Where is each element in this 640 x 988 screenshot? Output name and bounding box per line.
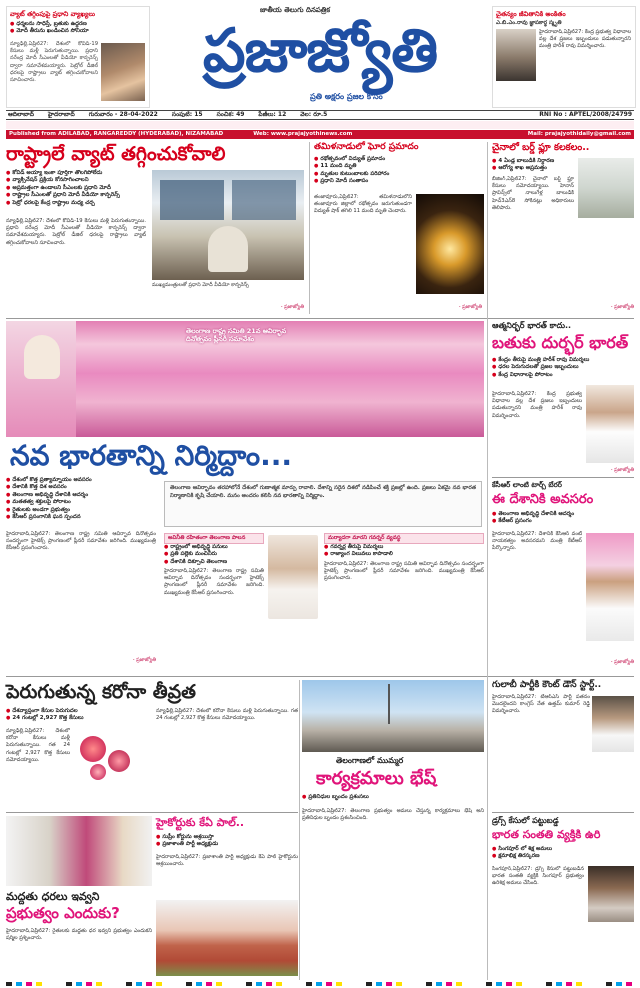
tamilnadu-bullet: ● రథోత్సవంలో విద్యుత్ ప్రమాదం	[314, 156, 484, 163]
tamilnadu-bullet: ● మృతుల కుటుంబాలకు పరిహారం	[314, 171, 484, 178]
plenary-box2-bullet: ● రాజ్యాంగ విలువలు కాపాడాలి	[324, 551, 484, 558]
plenary-signoff: - ప్రజాజ్యోతి	[132, 657, 156, 663]
plenary-bullet: ● కేసీఆర్ ప్రసంగానికి ఘన స్పందన	[6, 514, 156, 521]
vat-bullet: ● వ్యాక్సినేషన్ ప్రక్రియ కోనసాగించాలని	[6, 177, 146, 184]
dateline-number: సంచిక: 49	[216, 111, 245, 119]
china-headline: చైనాలో బర్డ్ ఫ్లూ కలకలం..	[492, 142, 590, 153]
torch-body: హైదరాబాద్,ఏప్రిల్27: దేశానికి కేసీఆర్ వంటి నాయకత్వం అవసరమని మంత్రి కేటీఆర్ పేర్కొన్నారు.	[492, 531, 582, 552]
mail-address: Mail: prajajyothidaily@gmail.com	[527, 131, 631, 138]
drugs-convict-photo	[588, 866, 634, 922]
dateline-issue: సంపుటి: 15	[171, 111, 203, 119]
tamilnadu-kicker: తమిళనాడులో ఘోర ప్రమాదం	[314, 142, 419, 152]
atma-bullet: ● కేంద్ర విధానాలపై పోరాటం	[492, 372, 634, 379]
masthead-title: ప్రజాజ్యోతి	[202, 16, 438, 86]
drugs-story	[492, 816, 634, 980]
plenary-box1-body: హైదరాబాద్,ఏప్రిల్27: తెలంగాణ రాష్ట్ర సమితి ఆవిర్భావ దినోత్సవం సందర్భంగా హైటెక్స్ ప్రాంగణంలో ప్లీనరీ సమావేశం జరిగింది. ముఖ్యమంత్రి కేసీఆర్ ప్రసంగించారు.	[164, 568, 264, 596]
plenary-bullet: ● తెలంగాణ అభివృద్ధి దేశానికి ఆదర్శం	[6, 492, 156, 499]
corona-bullet: ● దేశవ్యాప్తంగా కేసుల పెరుగుదల	[6, 708, 156, 715]
torch-headline: ఈ దేశానికి అవసరం	[492, 492, 594, 507]
plenary-story	[6, 321, 484, 671]
left-teaser-photo	[101, 43, 145, 101]
atma-bullet: ● ధరల పెరుగుదలతో ప్రజల ఇబ్బందులు	[492, 364, 634, 371]
atma-bullet: ● కేంద్రం తీరుపై మంత్రి హరీశ్ రావు విమర్శలు	[492, 357, 634, 364]
plenary-box2-title: మర్యాదగా మారని గవర్నర్ వ్యవస్థ	[324, 533, 484, 544]
drugs-bullet: ● సింగపూర్ లో శిక్ష అమలు	[492, 846, 634, 853]
right-teaser-sub: ఎ.బి.ఎం.రావు జ్ఞాపకార్థ స్మృతి	[496, 20, 562, 26]
gulabi-body: హైదరాబాద్,ఏప్రిల్27: టీఆర్ఎస్ పార్టీ పతనం మొదలైందని కాంగ్రెస్ నేత ఉత్తమ్ కుమార్ రెడ్డి విమర్శించారు.	[492, 694, 590, 715]
plenary-bullet: ● రైతులకు అండగా ప్రభుత్వం	[6, 507, 156, 514]
atma-story	[492, 321, 634, 671]
plenary-banner: తెలంగాణ రాష్ట్ర సమితి 21వ ఆవిర్భావ దినోత్సవం ప్లీనరీ సమావేశం	[186, 327, 287, 344]
pm-video-conference-photo	[152, 170, 304, 280]
dateline-day: గురువారం - 28-04-2022	[88, 111, 158, 119]
plenary-quote-box	[164, 481, 482, 527]
hc-body: హైదరాబాద్,ఏప్రిల్27: ప్రజాశాంతి పార్టీ అధ్యక్షుడు కేఏ పాల్ హైకోర్టును ఆశ్రయించారు.	[156, 854, 298, 868]
vat-body: న్యూఢిల్లీ,ఏప్రిల్27: దేశంలో కోవిడ్-19 కేసులు మళ్లీ పెరుగుతున్నాయి. ప్రధాని నరేంద్ర మోదీ సీఎంలతో వీడియో కాన్ఫరెన్స్ ద్వారా సమావేశమయ్యారు. పెట్రోల్ డీజిల్ ధరలపై రాష్ట్రాలు వ్యాట్ తగ్గించుకోవాలని సూచించారు.	[6, 218, 146, 246]
plenary-bullet: ● మతతత్వ శక్తులపై పోరాటం	[6, 499, 156, 506]
corona-body-2: న్యూఢిల్లీ,ఏప్రిల్27: దేశంలో కరోనా కేసులు మళ్లీ పెరుగుతున్నాయి. గత 24 గంటల్లో 2,927 కొత్త కేసులు నమోదయ్యాయి.	[156, 708, 298, 722]
dateline-price: వెల: రూ.5	[300, 111, 328, 119]
plenary-bullet: ● దేశంలో కొత్త ప్రత్యామ్నాయం అవసరం	[6, 477, 156, 484]
bird-flu-photo	[578, 158, 634, 218]
left-teaser-text: న్యూఢిల్లీ,ఏప్రిల్27: దేశంలో కోవిడ్-19 కేసులు మళ్లీ పెరుగుతున్నాయి. ప్రధాని నరేంద్ర మోదీ సీఎంలతో వీడియో కాన్ఫరెన్స్ ద్వారా సమావేశమయ్యారు. పెట్రోల్ డీజిల్ ధరలపై రాష్ట్రాలు వ్యాట్ తగ్గించుకోవాలని సూచించారు.	[10, 41, 98, 83]
atma-signoff: - ప్రజాజ్యోతి	[610, 467, 634, 473]
china-story	[492, 142, 634, 314]
sharmila-photo	[6, 816, 152, 886]
plenary-body: హైదరాబాద్,ఏప్రిల్27: తెలంగాణ రాష్ట్ర సమితి ఆవిర్భావ దినోత్సవం సందర్భంగా హైటెక్స్ ప్రాంగణంలో ప్లీనరీ సమావేశం జరిగింది. ముఖ్యమంత్రి కేసీఆర్ ప్రసంగించారు.	[6, 531, 156, 552]
delegation-photo	[302, 680, 484, 752]
dateline-pages: పేజీలు: 12	[258, 111, 287, 119]
published-from: Published from ADILABAD, RANGAREDDY (HYDERABAD), NIZAMABAD	[9, 131, 224, 138]
plenary-box1-bullet: ● దేశానికి దిక్సూచి తెలంగాణ	[164, 559, 264, 566]
china-signoff: - ప్రజాజ్యోతి	[610, 304, 634, 310]
kcr-portrait-photo	[268, 535, 318, 619]
hc-headline: హైకోర్టుకు కేఏ పాల్..	[156, 816, 245, 829]
torch-bullet: ● కేటీఆర్ ప్రసంగం	[492, 518, 634, 525]
corona-body: న్యూఢిల్లీ,ఏప్రిల్27: దేశంలో కరోనా కేసులు మళ్లీ పెరుగుతున్నాయి. గత 24 గంటల్లో 2,927 కొత్త కేసులు నమోదయ్యాయి.	[6, 728, 70, 763]
virus-illustration	[74, 730, 140, 786]
plenary-box2-body: హైదరాబాద్,ఏప్రిల్27: తెలంగాణ రాష్ట్ర సమితి ఆవిర్భావ దినోత్సవం సందర్భంగా హైటెక్స్ ప్రాంగణంలో ప్లీనరీ సమావేశం జరిగింది. ముఖ్యమంత్రి కేసీఆర్ ప్రసంగించారు.	[324, 560, 484, 582]
prices-story	[6, 816, 152, 980]
atma-kicker: ఆత్మనిర్భర్ భారత్ కాదు..	[492, 321, 572, 330]
ktr-photo	[586, 533, 634, 641]
dateline-place: ఆదిలాబాద్	[8, 111, 34, 119]
dateline-city: హైదరాబాద్	[47, 111, 75, 119]
drugs-body: సింగపూర్,ఏప్రిల్27: డ్రగ్స్ కేసులో పట్టుబడిన భారత సంతతి వ్యక్తికి సింగపూర్ ప్రభుత్వం ఉరిశిక్ష అమలు చేసింది.	[492, 866, 584, 887]
dateline-bar	[6, 110, 634, 120]
corona-story	[6, 680, 298, 808]
plenary-box1-bullet: ● రాష్ట్రంలో అభివృద్ధి పనులు	[164, 544, 264, 551]
vat-signoff: - ప్రజాజ్యోతి	[280, 304, 304, 310]
right-teaser-text: హైదరాబాద్,ఏప్రిల్27: కేంద్ర ప్రభుత్వ విధానాల వల్ల దేశ ప్రజలు ఇబ్బందులు పడుతున్నారని మంత్రి హరీశ్ రావు విమర్శించారు.	[539, 29, 631, 50]
vat-story	[6, 142, 306, 314]
gulabi-headline: గులాబీ పార్టీకి కౌంట్ డౌన్ స్టార్ట్..	[492, 680, 602, 690]
masthead-logo-area	[150, 4, 490, 108]
left-teaser-bullet: ● మోదీ తీరును ఖండించిన సోనియా	[10, 28, 146, 35]
plenary-hall-photo	[6, 321, 484, 437]
corona-bullet: ● 24 గంటల్లో 2,927 కొత్త కేసులు	[6, 715, 156, 722]
program-bullet: ● ప్రతినిధుల బృందం ప్రశంసలు	[302, 794, 484, 801]
program-body: హైదరాబాద్,ఏప్రిల్27: తెలంగాణ ప్రభుత్వం అమలు చేస్తున్న కార్యక్రమాలు భేష్ అని ప్రతినిధుల బృందం ప్రశంసించింది.	[302, 808, 484, 822]
prices-headline-2: ప్రభుత్వం ఎందుకు?	[6, 904, 120, 922]
vat-headline: రాష్ట్రాలే వ్యాట్ తగ్గించుకోవాలి	[6, 143, 226, 165]
high-court-photo	[156, 900, 298, 976]
plenary-bullet: ● దేశానికి కొత్త దిశ అవసరం	[6, 484, 156, 491]
plenary-box1-bullet: ● ప్రతి పల్లెకు మంచినీరు	[164, 551, 264, 558]
vat-bullet: ● రాష్ట్రాల సీఎంలతో ప్రధాని మోదీ వీడియో కాన్ఫరెన్స్	[6, 192, 146, 199]
right-teaser-photo	[496, 29, 536, 81]
program-headline: కార్యక్రమాలు భేష్	[316, 768, 437, 789]
uttam-photo	[592, 696, 634, 752]
prices-headline-1: మద్దతు ధరలు ఇవ్వని	[6, 890, 100, 903]
masthead-tagline-top: జాతీయ తెలుగు దినపత్రిక	[260, 6, 330, 14]
prices-body: హైదరాబాద్,ఏప్రిల్27: రైతులకు మద్దతు ధర ఇవ్వని ప్రభుత్వం ఎందుకని షర్మిల ప్రశ్నించారు.	[6, 928, 152, 942]
masthead-subtitle: ప్రతి అక్షరం ప్రజల కోసం	[310, 92, 383, 101]
harish-rao-photo	[586, 385, 634, 463]
plenary-quote: తెలంగాణ ఆవిర్భావం తరహాలోనే దేశంలో గుణాత్మక మార్పు రావాలి. దేశాన్ని సరైన దిశలో నడిపించే శక్తి ప్రజల్లో ఉంది. ప్రజలు ఏకమై నవ భారత నిర్మాణానికి కృషి చేయాలి. మనం అందరం కలిసి నవ భారతాన్ని నిర్మిద్దాం.	[170, 485, 476, 499]
vat-bullet: ● అప్రమత్తంగా ఉండాలని సీఎంలకు ప్రధాని మోదీ	[6, 185, 146, 192]
corona-headline: పెరుగుతున్న కరోనా తీవ్రత	[6, 681, 196, 703]
dateline-rni: RNI No : APTEL/2008/24799	[539, 111, 632, 119]
web-address: Web: www.prajajyothinews.com	[253, 131, 353, 138]
plenary-box2	[324, 533, 484, 671]
right-teaser-box	[492, 6, 636, 108]
atma-headline: బతుకు దుర్భర్ భారత్	[492, 333, 629, 352]
atma-body: హైదరాబాద్,ఏప్రిల్27: కేంద్ర ప్రభుత్వ విధానాల వల్ల దేశ ప్రజలు ఇబ్బందులు పడుతున్నారని మంత్రి హరీశ్ రావు విమర్శించారు.	[492, 391, 582, 419]
left-teaser-bullet: ● ధర్మలను సాధిస్తే, బ్రతుకు ఉద్ధరణ	[10, 21, 146, 28]
left-teaser-box	[6, 6, 150, 108]
left-teaser-title: వ్యాట్ తగ్గింపుపై ప్రధాని వ్యాఖ్యలు	[10, 10, 96, 18]
hc-bullet: ● ప్రజాశాంతి పార్టీ అధ్యక్షుడు	[156, 841, 298, 848]
timings-strip	[6, 121, 634, 129]
plenary-box1-title: అవినీతి రహితంగా తెలంగాణ పాలన	[164, 533, 264, 544]
china-bullet: ● ఆరోగ్య శాఖ అప్రమత్తం	[492, 165, 574, 172]
torch-bullet: ● తెలంగాణ అభివృద్ధి దేశానికి ఆదర్శం	[492, 511, 634, 518]
vat-bullet: ● కోవిడ్ అయ్యా ఇంకా పూర్తిగా తొలగిపోలేదు	[6, 170, 146, 177]
hc-story	[156, 816, 298, 980]
right-teaser-title: చైతన్యం జీవితానికి అంకితం	[496, 10, 566, 18]
tamilnadu-bullet: ● ప్రధాని మోదీ సంతాపం	[314, 178, 484, 185]
pm-photo-caption: ముఖ్యమంత్రులతో ప్రధాని మోదీ వీడియో కాన్ఫరెన్స్	[152, 282, 249, 288]
torch-signoff: - ప్రజాజ్యోతి	[610, 659, 634, 665]
tamilnadu-body: తంజావూరు,ఏప్రిల్27: తమిళనాడులోని తంజావూరు జిల్లాలో రథోత్సవం జరుగుతుండగా విద్యుత్ షాక్ తగిలి 11 మంది మృతి చెందారు.	[314, 194, 412, 215]
program-story	[302, 680, 484, 980]
print-registration-strip	[6, 982, 634, 986]
torch-kicker: కేసీఆర్ లాంటి టార్చ్ బేరర్	[492, 481, 562, 489]
tamilnadu-signoff: - ప్రజాజ్యోతి	[458, 304, 482, 310]
chariot-fire-photo	[416, 194, 484, 294]
china-bullet: ● 4 ఏండ్ల బాలుడికి నిర్ధారణ	[492, 158, 574, 165]
china-body: బీజింగ్,ఏప్రిల్27: చైనాలో బర్డ్ ఫ్లూ కేసులు నమోదయ్యాయి. హెనాన్ ప్రావిన్స్‌లో నాలుగేళ్ల బాలుడికి హెచ్3ఎన్8 సోకినట్లు అధికారులు తెలిపారు.	[492, 176, 574, 211]
plenary-headline: నవ భారతాన్ని నిర్మిద్దాం...	[10, 439, 293, 472]
tamilnadu-bullet: ● 11 మంది మృతి	[314, 163, 484, 170]
tamilnadu-story	[314, 142, 484, 314]
gulabi-story	[492, 680, 634, 808]
vat-bullet: ● పెట్రో ధరలపై కేంద్ర రాష్ట్రాల మధ్య చర్చ	[6, 200, 146, 207]
published-bar	[6, 130, 634, 139]
hc-bullet: ● సుప్రీం కోర్టును ఆశ్రయిస్తా	[156, 834, 298, 841]
drugs-headline: భారత సంతతి వ్యక్తికి ఉరి	[492, 828, 601, 841]
drugs-kicker: డ్రగ్స్ కేసులో పట్టుబడ్డ	[492, 816, 559, 825]
plenary-box2-bullet: ● గవర్నర్ల తీరుపై విమర్శలు	[324, 544, 484, 551]
program-banner: తెలంగాణలో ముమ్మర	[336, 756, 404, 765]
plenary-box1	[164, 533, 264, 671]
drugs-bullet: ● క్షమాభిక్ష తిరస్కరణ	[492, 853, 634, 860]
